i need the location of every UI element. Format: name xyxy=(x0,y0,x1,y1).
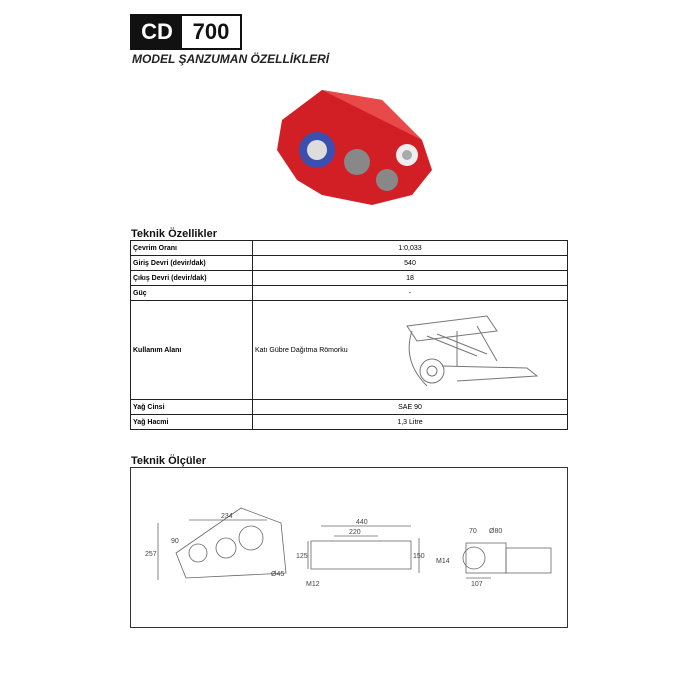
spreader-trailer-illustration xyxy=(397,306,547,391)
row-value: 1:0,033 xyxy=(253,241,568,256)
row-value: - xyxy=(253,286,568,301)
row-label: Güç xyxy=(131,286,253,301)
row-value: 1,3 Litre xyxy=(253,415,568,430)
row-label: Çevrim Oranı xyxy=(131,241,253,256)
model-badge xyxy=(130,14,242,50)
row-value: Katı Gübre Dağıtma Römorku xyxy=(255,346,348,354)
dim-label: Ø45 xyxy=(271,571,285,578)
technical-drawings xyxy=(131,468,567,627)
dim-label: Ø80 xyxy=(489,528,503,535)
table-row xyxy=(131,301,568,400)
row-label: Giriş Devri (devir/dak) xyxy=(131,256,253,271)
row-label: Yağ Hacmi xyxy=(131,415,253,430)
dim-label: 234 xyxy=(221,513,233,520)
dim-label: 150 xyxy=(413,553,425,560)
row-label: Kullanım Alanı xyxy=(131,301,253,400)
dim-label: M12 xyxy=(306,581,320,588)
dimensions-box xyxy=(130,467,568,628)
row-value: 18 xyxy=(253,271,568,286)
page-subtitle: MODEL ŞANZUMAN ÖZELLİKLERİ xyxy=(132,52,330,66)
table-row xyxy=(131,256,568,271)
table-row xyxy=(131,400,568,415)
row-value: 540 xyxy=(253,256,568,271)
table-row xyxy=(131,286,568,301)
model-number: 700 xyxy=(192,19,230,44)
dimensions-title: Teknik Ölçüler xyxy=(131,455,206,467)
dim-label: M14 xyxy=(436,558,450,565)
specs-title: Teknik Özellikler xyxy=(131,228,218,240)
row-value-cell xyxy=(253,301,568,400)
dim-label: 70 xyxy=(469,528,477,535)
row-label: Çıkış Devri (devir/dak) xyxy=(131,271,253,286)
dim-label: 107 xyxy=(471,581,483,588)
dim-label: 90 xyxy=(171,538,179,545)
table-row xyxy=(131,241,568,256)
model-code: CD xyxy=(132,16,182,48)
table-row xyxy=(131,415,568,430)
row-label: Yağ Cinsi xyxy=(131,400,253,415)
specs-table xyxy=(130,240,568,430)
dim-label: 220 xyxy=(349,529,361,536)
table-row xyxy=(131,271,568,286)
gearbox-product-image xyxy=(262,80,442,215)
dim-label: 125 xyxy=(296,553,308,560)
dim-label: 440 xyxy=(356,519,368,526)
dim-label: 257 xyxy=(145,551,157,558)
row-value: SAE 90 xyxy=(253,400,568,415)
